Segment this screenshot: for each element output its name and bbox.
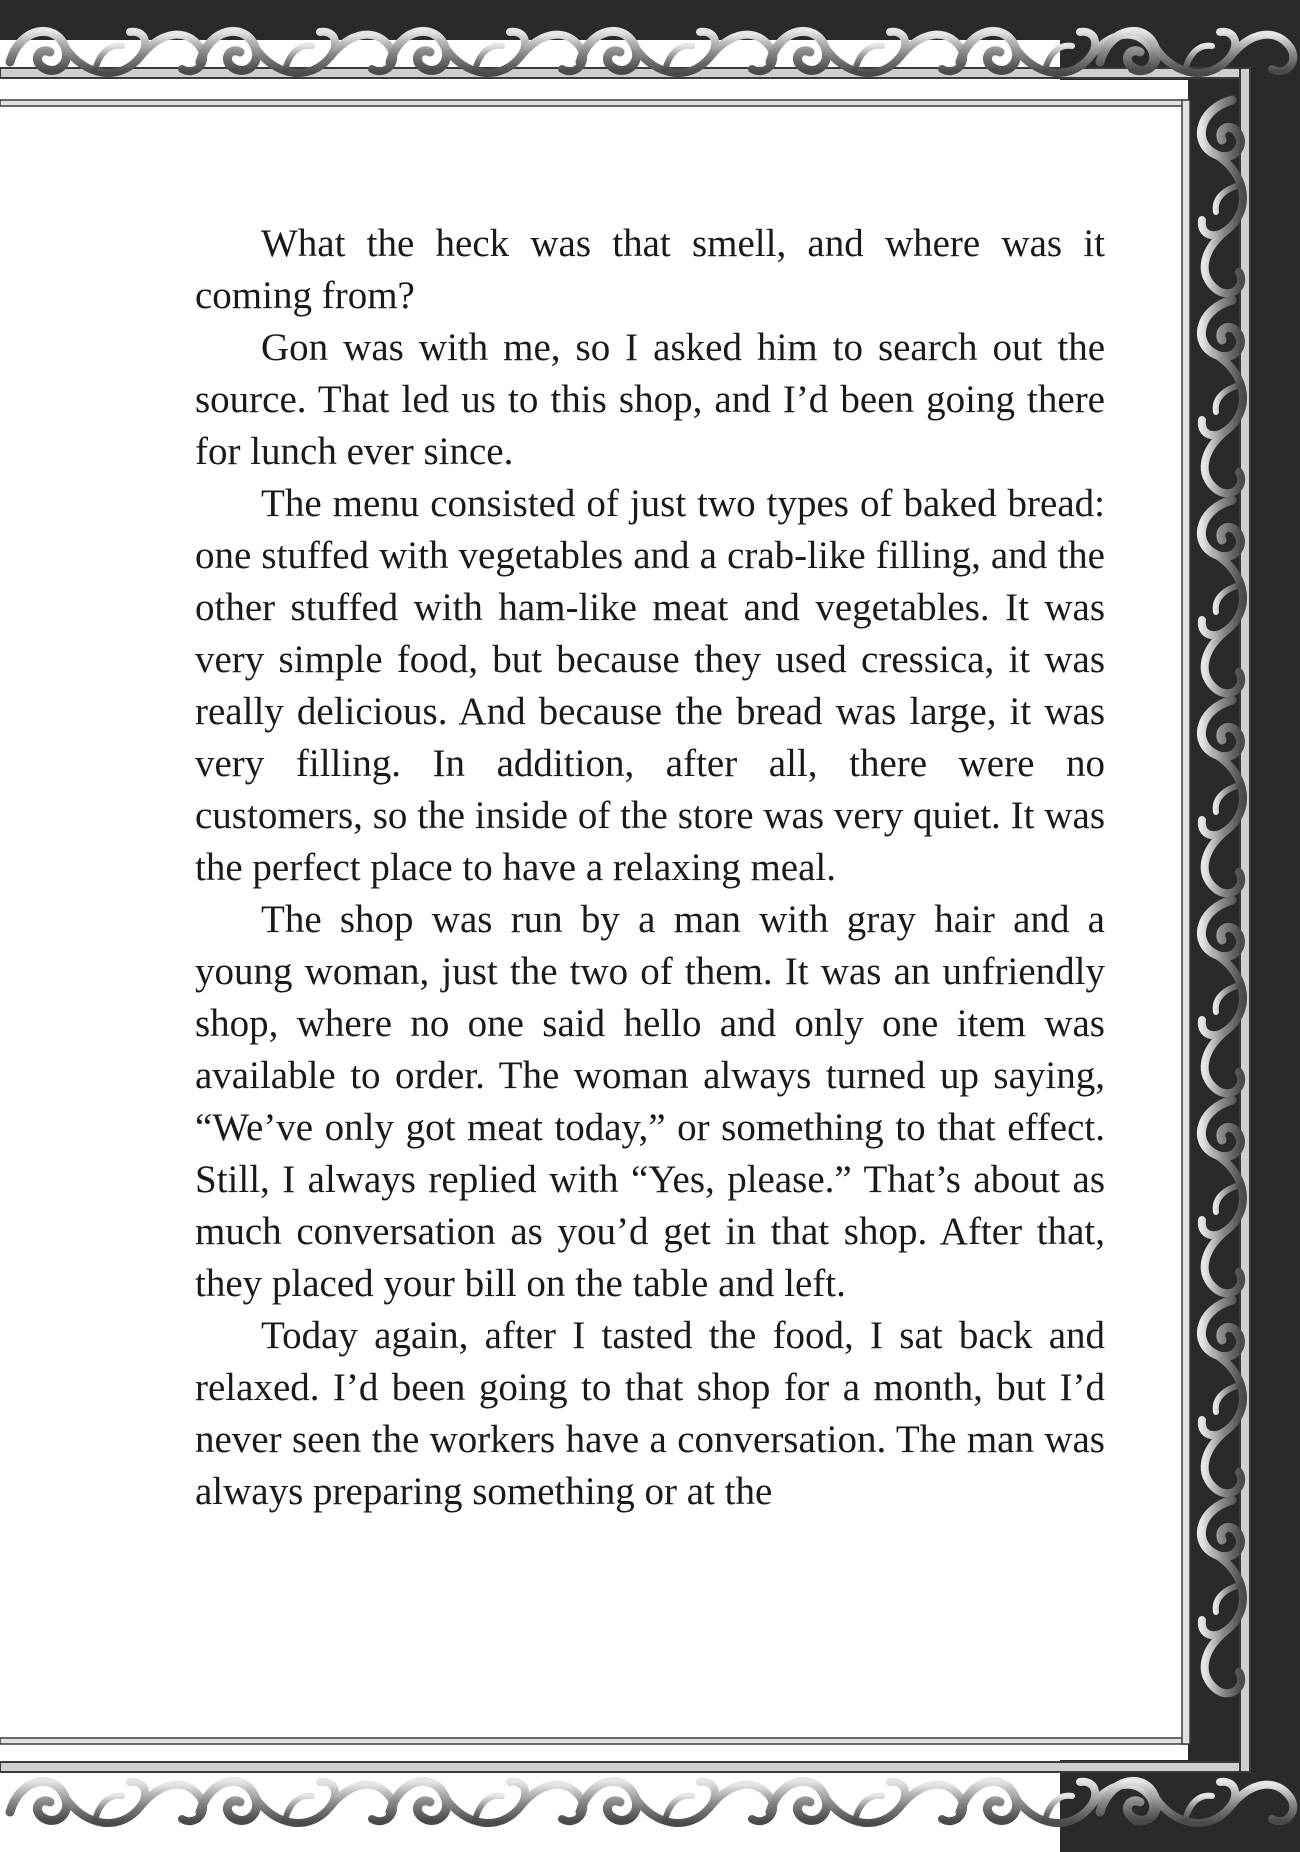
paragraph: Gon was with me, so I asked him to search out the source. That led us to this shop, and I’d been going there for lunch ever since. [195, 326, 1105, 473]
paragraph: Today again, after I tasted the food, I sat back and relaxed. I’d been going to that shop for a month, but I’d never seen the workers have a conversation. The man was always preparing something or at the [195, 1314, 1105, 1513]
paragraph: The menu consisted of just two types of baked bread: one stuffed with vegetables and a crab-like filling, and the other stuffed with ham-like meat and vegetables. It was very simple food, but because they used cressica, it was really delicious. And because the bread was large, it was very filling. In addition, after all, there were no customers, so the inside of the store was very quiet. It was the perfect place to have a relaxing meal. [195, 482, 1105, 889]
top-ornament [10, 31, 1293, 73]
bottom-ornament [10, 1781, 1293, 1823]
right-ornament [1201, 100, 1243, 1693]
paragraph: The shop was run by a man with gray hair and a young woman, just the two of them. It was an unfriendly shop, where no one said hello and only one item was available to order. The woman always turned up saying, “We’ve only got meat today,” or something to that effect. Still, I always replied with “Yes, please.” That’s about as much conversation as you’d get in that shop. After that, they placed your bill on the table and left. [195, 898, 1105, 1305]
page-text [195, 218, 1105, 1518]
paragraph: What the heck was that smell, and where was it coming from? [195, 222, 1105, 317]
